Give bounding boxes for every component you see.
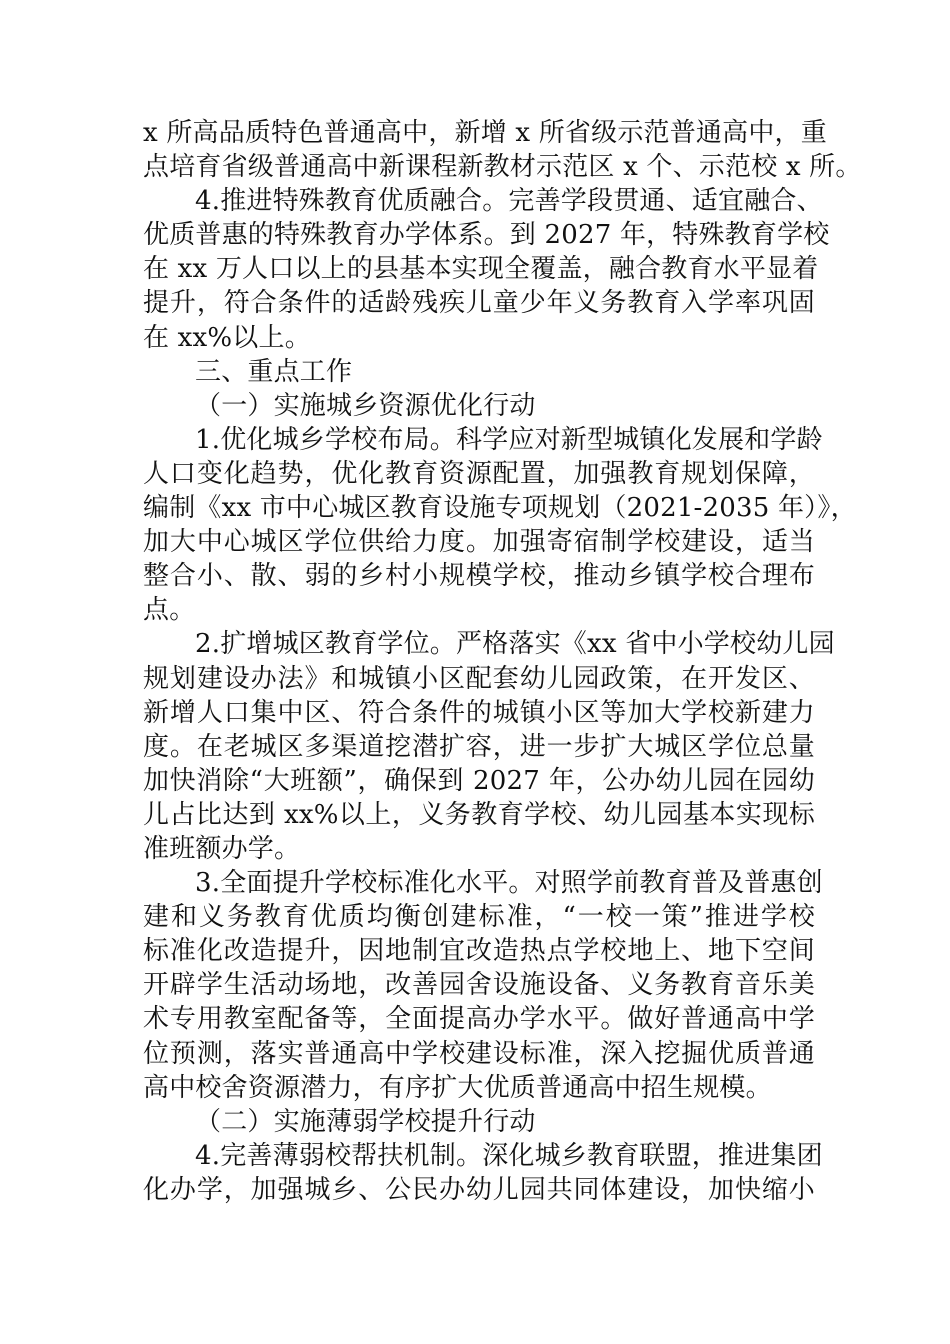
text-line: 提升，符合条件的适龄残疾儿童少年义务教育入学率巩固 bbox=[143, 288, 815, 319]
text-line: （一）实施城乡资源优化行动 bbox=[195, 390, 536, 421]
text-line: 点培育省级普通高中新课程新教材示范区 x 个、示范校 x 所。 bbox=[143, 152, 862, 183]
text-line: 1.优化城乡学校布局。科学应对新型城镇化发展和学龄 bbox=[195, 424, 823, 455]
text-line: 优质普惠的特殊教育办学体系。到 2027 年，特殊教育学校 bbox=[143, 220, 830, 251]
text-line: 3.全面提升学校标准化水平。对照学前教育普及普惠创 bbox=[195, 868, 823, 899]
text-line: 人口变化趋势，优化教育资源配置，加强教育规划保障， bbox=[143, 458, 815, 489]
text-line: （二）实施薄弱学校提升行动 bbox=[195, 1106, 536, 1137]
text-line: 4.完善薄弱校帮扶机制。深化城乡教育联盟，推进集团 bbox=[195, 1140, 823, 1171]
text-line: 儿占比达到 xx%以上，义务教育学校、幼儿园基本实现标 bbox=[143, 799, 815, 830]
text-line: 度。在老城区多渠道挖潜扩容，进一步扩大城区学位总量 bbox=[143, 731, 815, 762]
text-line: 在 xx%以上。 bbox=[143, 322, 311, 353]
text-line: 位预测，落实普通高中学校建设标准，深入挖掘优质普通 bbox=[143, 1038, 815, 1069]
text-line: 术专用教室配备等，全面提高办学水平。做好普通高中学 bbox=[143, 1004, 815, 1035]
text-line: 整合小、散、弱的乡村小规模学校，推动乡镇学校合理布 bbox=[143, 561, 815, 592]
text-line: 建和义务教育优质均衡创建标准，“一校一策”推进学校 bbox=[143, 902, 815, 933]
text-line: 编制《xx 市中心城区教育设施专项规划（2021-2035 年）》， bbox=[143, 493, 857, 524]
text-line: 化办学，加强城乡、公民办幼儿园共同体建设，加快缩小 bbox=[143, 1174, 815, 1205]
text-line: 点。 bbox=[143, 595, 196, 626]
text-line: 准班额办学。 bbox=[143, 833, 301, 864]
text-line: 2.扩增城区教育学位。严格落实《xx 省中小学校幼儿园 bbox=[195, 629, 835, 660]
text-line: 三、重点工作 bbox=[195, 356, 353, 387]
text-line: 规划建设办法》和城镇小区配套幼儿园政策，在开发区、 bbox=[143, 663, 815, 694]
text-line: 标准化改造提升，因地制宜改造热点学校地上、地下空间 bbox=[143, 936, 815, 967]
text-line: 加大中心城区学位供给力度。加强寄宿制学校建设，适当 bbox=[143, 527, 815, 558]
text-line: 开辟学生活动场地，改善园舍设施设备、义务教育音乐美 bbox=[143, 970, 815, 1001]
text-line: 4.推进特殊教育优质融合。完善学段贯通、适宜融合、 bbox=[195, 186, 823, 217]
text-line: 高中校舍资源潜力，有序扩大优质普通高中招生规模。 bbox=[143, 1072, 772, 1103]
text-line: 在 xx 万人口以上的县基本实现全覆盖，融合教育水平显着 bbox=[143, 254, 819, 285]
text-line: x 所高品质特色普通高中，新增 x 所省级示范普通高中，重 bbox=[143, 118, 827, 148]
document-body bbox=[143, 116, 862, 1207]
text-line: 新增人口集中区、符合条件的城镇小区等加大学校新建力 bbox=[143, 697, 815, 728]
text-line: 加快消除“大班额”，确保到 2027 年，公办幼儿园在园幼 bbox=[143, 765, 815, 796]
